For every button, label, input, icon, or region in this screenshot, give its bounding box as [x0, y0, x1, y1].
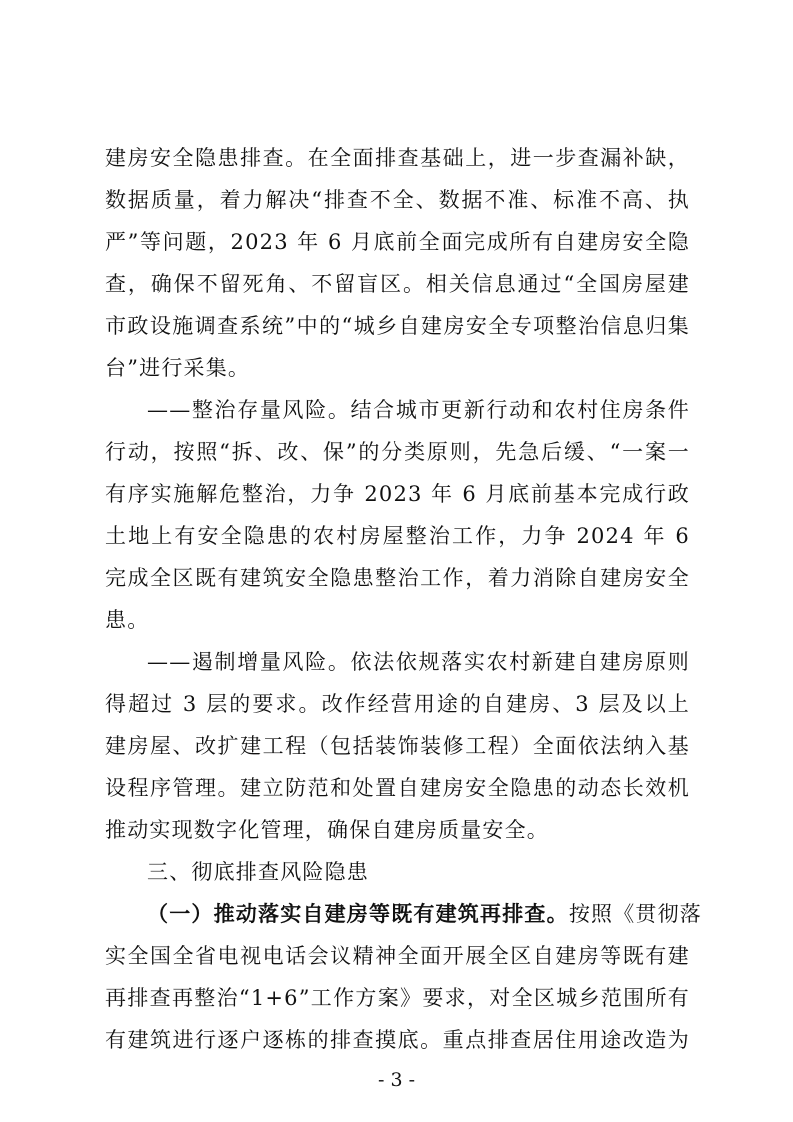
- text-line: 严”等问题，2023 年 6 月底前全面完成所有自建房安全隐: [105, 230, 690, 254]
- text-line: 市政设施调查系统”中的“城乡自建房安全专项整治信息归集: [105, 314, 690, 338]
- text-line: 建房安全隐患排查。在全面排查基础上，进一步查漏补缺，: [105, 146, 690, 170]
- subsection-heading: （一）推动落实自建房等既有建筑再排查。: [147, 901, 569, 926]
- text-line: 推动实现数字化管理，确保自建房质量安全。: [105, 818, 549, 842]
- text-line: 完成全区既有建筑安全隐患整治工作，着力消除自建房安全: [105, 566, 690, 590]
- text-line: 再排查再整治“1+6”工作方案》要求，对全区城乡范围所有: [105, 986, 690, 1010]
- text-line: 有序实施解危整治，力争 2023 年 6 月底前基本完成行政: [105, 482, 690, 506]
- text-line: 行动，按照“拆、改、保”的分类原则，先急后缓、“一案一: [105, 440, 690, 464]
- text-line: ——整治存量风险。结合城市更新行动和农村住房条件: [147, 398, 690, 422]
- text-fragment: 按照《贯彻落: [568, 902, 703, 926]
- text-line: 得超过 3 层的要求。改作经营用途的自建房、3 层及以上: [105, 692, 690, 716]
- text-line: 查，确保不留死角、不留盲区。相关信息通过“全国房屋建: [105, 272, 690, 296]
- text-line: 实全国全省电视电话会议精神全面开展全区自建房等既有建: [105, 944, 690, 968]
- text-line: 有建筑进行逐户逐栋的排查摸底。重点排查居住用途改造为: [105, 1028, 690, 1052]
- text-line: 患。: [105, 608, 150, 632]
- text-line: 数据质量，着力解决“排查不全、数据不准、标准不高、执: [105, 188, 690, 212]
- text-line: 建房屋、改扩建工程（包括装饰装修工程）全面依法纳入基: [105, 734, 690, 758]
- subsection-line: [147, 899, 703, 929]
- text-line: 设程序管理。建立防范和处置自建房安全隐患的动态长效机: [105, 776, 690, 800]
- text-line: 台”进行采集。: [105, 356, 251, 380]
- text-line: ——遏制增量风险。依法依规落实农村新建自建房原则: [147, 650, 690, 674]
- section-heading: 三、彻底排查风险隐患: [147, 860, 369, 884]
- text-line: 土地上有安全隐患的农村房屋整治工作，力争 2024 年 6: [105, 524, 690, 548]
- page-number: - 3 -: [377, 1069, 415, 1091]
